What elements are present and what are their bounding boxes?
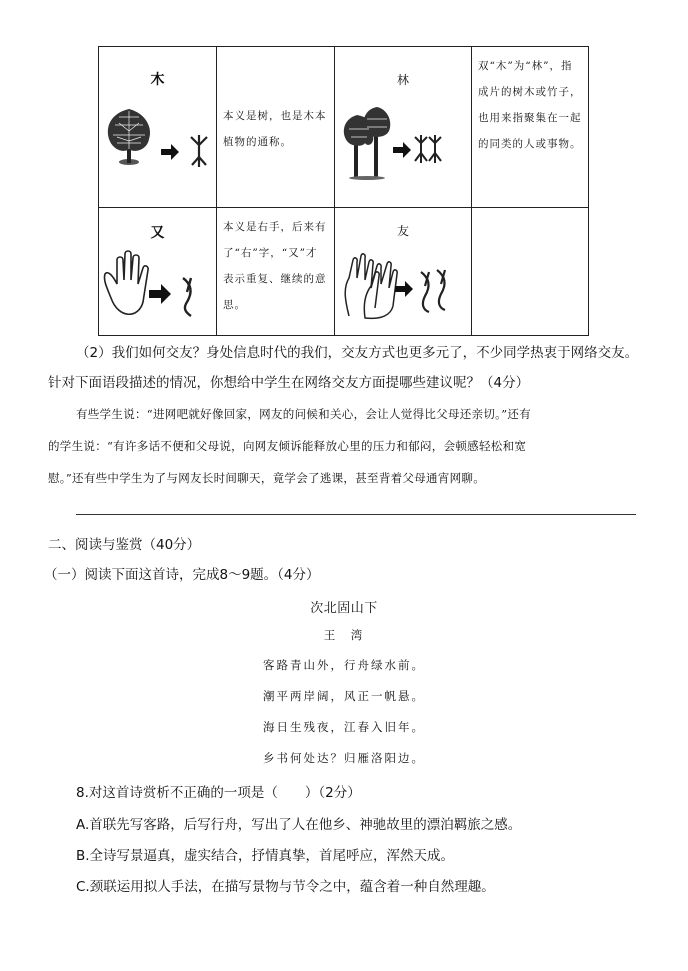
question-2-line-2: 针对下面语段描述的情况，你想给中学生在网络交友方面提哪些建议呢？（4分） — [48, 375, 530, 391]
oracle-lin-glyph — [415, 135, 441, 163]
question-8-option-a: A.首联先写客路，后写行舟，写出了人在他乡、神驰故里的漂泊羁旅之感。 — [76, 817, 522, 833]
poem-line-1: 客路青山外，行舟绿水前。 — [263, 658, 425, 672]
cell-you-picture — [99, 208, 217, 336]
char-friend: 友 — [396, 224, 409, 238]
lin-note: 双“木”为“林”，指成片的树木或竹子，也用来指聚集在一起的同类的人或事物。 — [478, 60, 582, 150]
arrow-icon — [161, 144, 179, 160]
cell-you-note — [217, 208, 335, 336]
cell-lin-note — [472, 47, 589, 208]
sub-section-1-title: （一）阅读下面这首诗，完成8～9题。（4分） — [44, 567, 320, 583]
oracle-mu-glyph — [191, 135, 207, 167]
char-you: 又 — [150, 225, 165, 241]
poem-line-4: 乡书何处达？归雁洛阳边。 — [263, 751, 425, 765]
passage-line-3: 慰。”还有些中学生为了与网友长时间聊天，竟学会了逃课，甚至背着父母通宵网聊。 — [48, 471, 486, 485]
hands-icon — [345, 254, 397, 319]
question-2-line-1: （2）我们如何交友？身处信息时代的我们，交友方式也更多元了，不少同学热衷于网络交友。 — [76, 345, 639, 361]
cell-friend-picture — [335, 208, 472, 336]
question-8-option-b: B.全诗写景逼真，虚实结合，抒情真挚，首尾呼应，浑然天成。 — [76, 848, 455, 864]
tree-illustration — [99, 47, 216, 207]
hands-illustration — [335, 208, 471, 335]
table-row — [99, 47, 589, 208]
oracle-friend-glyph — [421, 270, 445, 312]
cell-lin-picture — [335, 47, 472, 208]
tree-icon — [108, 109, 150, 165]
poem-line-3: 海日生残夜，江春入旧年。 — [263, 720, 425, 734]
cell-friend-note — [472, 208, 589, 336]
cell-mu-note — [217, 47, 335, 208]
section-divider — [76, 514, 636, 515]
poem-line-2: 潮平两岸阔，风正一帆悬。 — [263, 689, 425, 703]
character-table — [98, 46, 589, 336]
arrow-icon — [393, 142, 411, 158]
arrow-icon — [149, 284, 171, 304]
arrow-icon — [395, 281, 413, 297]
question-8-stem: 8.对这首诗赏析不正确的一项是（ ）（2分） — [76, 785, 361, 801]
poem-author: 王 湾 — [323, 628, 365, 642]
question-8-option-c: C.颈联运用拟人手法，在描写景物与节令之中，蕴含着一种自然理趣。 — [76, 879, 495, 895]
mu-note: 本义是树，也是木本植物的通称。 — [223, 110, 327, 148]
table-row — [99, 208, 589, 336]
oracle-you-glyph — [183, 278, 191, 316]
you-note: 本义是右手，后来有了“右”字，“又”才表示重复、继续的意思。 — [223, 221, 327, 311]
passage-line-2: 的学生说：“有许多话不便和父母说，向网友倾诉能释放心里的压力和郁闷，会顿感轻松和宽 — [48, 439, 527, 453]
forest-illustration — [335, 47, 471, 207]
hand-illustration — [99, 208, 216, 335]
cell-mu-picture — [99, 47, 217, 208]
char-mu: 木 — [150, 72, 165, 88]
section-2-title: 二、阅读与鉴赏（40分） — [48, 537, 201, 553]
poem-title: 次北固山下 — [310, 601, 378, 616]
hand-icon — [104, 251, 148, 314]
passage-line-1: 有些学生说：“进网吧就好像回家，网友的问候和关心，会让人觉得比父母还亲切。”还有 — [76, 407, 532, 421]
trees-icon — [344, 107, 390, 180]
char-lin: 林 — [396, 73, 409, 87]
